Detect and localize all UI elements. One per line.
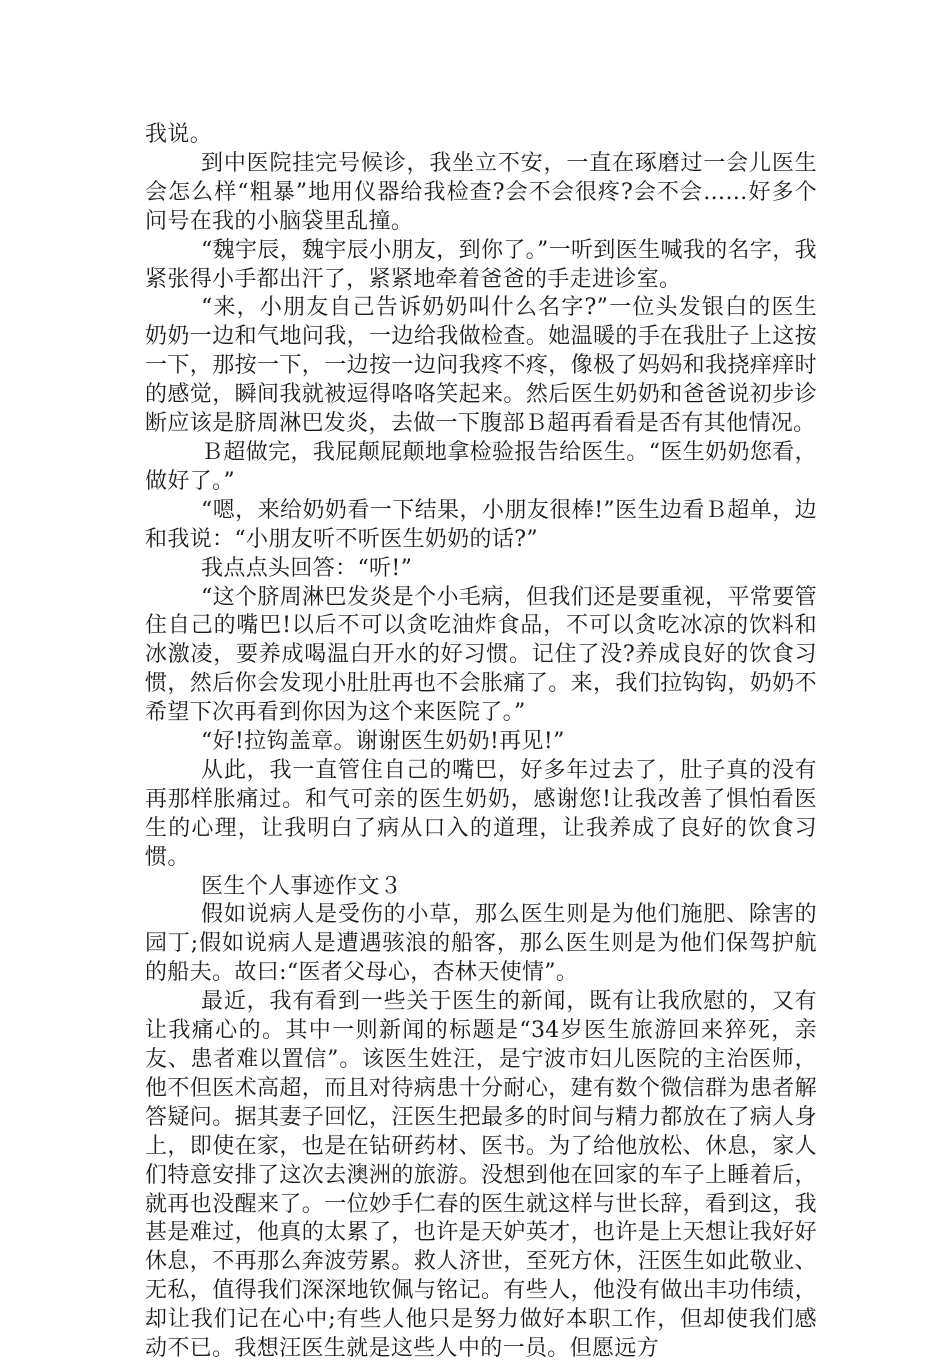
paragraph: “来，小朋友自己告诉奶奶叫什么名字?”一位头发银白的医生奶奶一边和气地问我，一边给我做检查。她温暖的手在我肚子上这按一下，那按一下，一边按一边问我疼不疼，像极了妈妈和我挠痒痒时的感觉，瞬间我就被逗得咯咯笑起来。然后医生奶奶和爸爸说初步诊断应该是脐周淋巴发炎，去做一下腹部Ｂ超再看看是否有其他情况。	[145, 295, 817, 437]
section-heading: 医生个人事迹作文３	[201, 873, 403, 899]
paragraph: “好!拉钩盖章。谢谢医生奶奶!再见!”	[201, 729, 565, 755]
paragraph: “魏宇辰，魏宇辰小朋友，到你了。”一听到医生喊我的名字，我紧张得小手都出汗了，紧紧地牵着爸爸的手走进诊室。	[145, 237, 817, 292]
paragraph: 到中医院挂完号候诊，我坐立不安，一直在琢磨过一会儿医生会怎么样“粗暴”地用仪器给我检查?会不会很疼?会不会……好多个问号在我的小脑袋里乱撞。	[145, 150, 817, 234]
paragraph: 最近，我有看到一些关于医生的新闻，既有让我欣慰的，又有让我痛心的。其中一则新闻的标题是“34岁医生旅游回来猝死，亲友、患者难以置信”。该医生姓汪，是宁波市妇儿医院的主治医师，他不但医术高超，而且对待病患十分耐心，建有数个微信群为患者解答疑问。据其妻子回忆，汪医生把最多的时间与精力都放在了病人身上，即使在家，也是在钻研药材、医书。为了给他放松、休息，家人们特意安排了这次去澳洲的旅游。没想到他在回家的车子上睡着后，就再也没醒来了。一位妙手仁春的医生就这样与世长辞，看到这，我甚是难过，他真的太累了，也许是天妒英才，也许是上天想让我好好休息，不再那么奔波劳累。救人济世，至死方休，汪医生如此敬业、无私，值得我们深深地钦佩与铭记。有些人，他没有做出丰功伟绩，却让我们记在心中;有些人他只是努力做好本职工作，但却使我们感动不已。我想汪医生就是这些人中的一员。但愿远方	[145, 989, 817, 1362]
paragraph: “这个脐周淋巴发炎是个小毛病，但我们还是要重视，平常要管住自己的嘴巴!以后不可以贪吃油炸食品，不可以贪吃冰凉的饮料和冰激凌，要养成喝温白开水的好习惯。记住了没?养成良好的饮食习惯，然后你会发现小肚肚再也不会胀痛了。来，我们拉钩钩，奶奶不希望下次再看到你因为这个来医院了。”	[145, 584, 817, 726]
paragraph: “嗯，来给奶奶看一下结果，小朋友很棒!”医生边看Ｂ超单，边和我说：“小朋友听不听医生奶奶的话?”	[145, 497, 817, 552]
paragraph: 从此，我一直管住自己的嘴巴，好多年过去了，肚子真的没有再那样胀痛过。和气可亲的医生奶奶，感谢您!让我改善了惧怕看医生的心理，让我明白了病从口入的道理，让我养成了良好的饮食习惯。	[145, 757, 817, 870]
paragraph: 我说。	[145, 122, 213, 147]
paragraph: 假如说病人是受伤的小草，那么医生则是为他们施肥、除害的园丁;假如说病人是遭遇骇浪的船客，那么医生则是为他们保驾护航的船夫。故曰:“医者父母心，杏林天使情”。	[145, 902, 817, 986]
paragraph: 我点点头回答：“听!”	[201, 555, 413, 581]
paragraph: Ｂ超做完，我屁颠屁颠地拿检验报告给医生。“医生奶奶您看，做好了。”	[145, 439, 817, 494]
document-body	[145, 121, 817, 1364]
